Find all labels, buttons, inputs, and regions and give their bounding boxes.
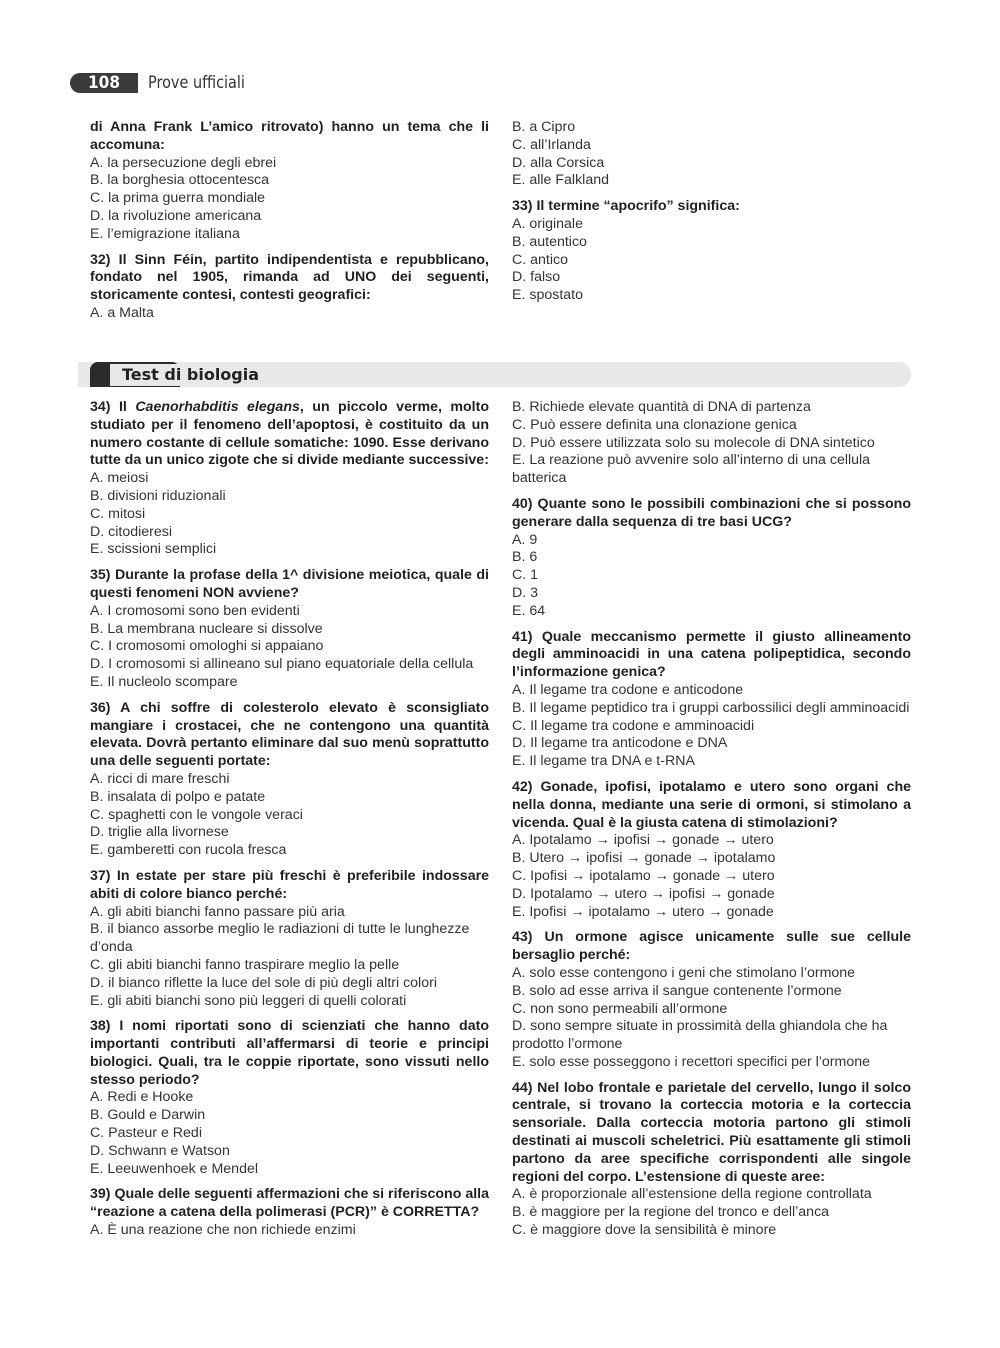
option: E. gamberetti con rucola fresca (90, 842, 287, 859)
option: D. citodieresi (90, 523, 173, 540)
question-43 (512, 929, 911, 1071)
question-text-start: 34) Il (90, 399, 136, 415)
option: E. Leeuwenhoek e Mendel (90, 1160, 259, 1177)
question-34 (90, 399, 489, 559)
page-running-title: Prove ufficiali (148, 73, 245, 93)
option: B. insalata di polpo e patate (90, 788, 266, 805)
option: A. I cromosomi sono ben evidenti (90, 602, 300, 619)
option: A. gli abiti bianchi fanno passare più aria (90, 903, 345, 920)
option: D. il bianco riflette la luce del sole di più degli altri colori (90, 974, 437, 991)
option: A. Redi e Hooke (90, 1089, 194, 1106)
biology-right-column (512, 399, 911, 1248)
question-31-continued (90, 119, 489, 244)
section-header (78, 362, 911, 387)
option: E. Il nucleolo scompare (90, 673, 238, 690)
option: A. È una reazione che non richiede enzimi (90, 1222, 356, 1239)
option: C. la prima guerra mondiale (90, 190, 266, 207)
option: D. Schwann e Watson (90, 1142, 230, 1159)
option: B. a Cipro (512, 119, 576, 135)
option: E. 64 (512, 602, 546, 619)
option: E. spostato (512, 287, 583, 304)
option: A. è proporzionale all’estensione della regione controllata (512, 1186, 872, 1203)
option: C. antico (512, 251, 568, 268)
question-text (90, 399, 489, 470)
option: D. Può essere utilizzata solo su molecole di DNA sintetico (512, 434, 875, 451)
option: B. solo ad esse arriva il sangue contenente l’ormone (512, 982, 842, 999)
option: D. Ipotalamo → utero → ipofisi → gonade (512, 885, 775, 902)
question-text: 38) I nomi riportati sono di scienziati che hanno dato importanti contributi all’affermarsi di teorie e principi biologici. Quali, tra le coppie riportate, sono vissuti nello stesso periodo? (90, 1018, 489, 1088)
question-33 (512, 198, 911, 305)
question-35 (90, 567, 489, 692)
option: C. Pasteur e Redi (90, 1125, 202, 1142)
question-text-rest: , un piccolo verme, molto studiato per il fenomeno dell’apoptosi, è costituito da un numero costante di cellule somatiche: 1090. Esse derivano tutte da un unico zigote che si divide mediante successive: (90, 399, 489, 469)
option: A. meiosi (90, 470, 149, 487)
question-text: 35) Durante la profase della 1^ divisione meiotica, quale di questi fenomeni NON avviene? (90, 567, 489, 601)
option: A. a Malta (90, 304, 154, 321)
option: B. divisioni riduzionali (90, 487, 226, 504)
question-text: 43) Un ormone agisce unicamente sulle sue cellule bersaglio perché: (512, 929, 911, 964)
option: C. è maggiore dove la sensibilità è minore (512, 1222, 777, 1239)
option: C. Il legame tra codone e amminoacidi (512, 717, 755, 734)
option: B. Richiede elevate quantità di DNA di partenza (512, 399, 811, 415)
question-32 (90, 252, 489, 323)
option: B. Gould e Darwin (90, 1107, 206, 1124)
question-text: 39) Quale delle seguenti affermazioni che si riferiscono alla “reazione a catena della polimerasi (PCR)” è CORRETTA? (90, 1186, 489, 1221)
top-left-column (90, 119, 489, 331)
option: C. non sono permeabili all’ormone (512, 1000, 728, 1017)
question-36 (90, 700, 489, 860)
question-text: 41) Quale meccanismo permette il giusto allineamento degli amminoacidi in una catena polipeptidica, secondo l’informazione genica? (512, 628, 911, 681)
option: B. il bianco assorbe meglio le radiazioni di tutte le lunghezze d’onda (90, 921, 470, 956)
option: B. la borghesia ottocentesca (90, 172, 270, 189)
option: E. l’emigrazione italiana (90, 225, 240, 242)
option: B. La membrana nucleare si dissolve (90, 620, 323, 637)
option: C. all’Irlanda (512, 136, 591, 153)
option: D. sono sempre situate in prossimità della ghiandola che ha prodotto l’ormone (512, 1018, 888, 1053)
option: D. falso (512, 269, 561, 286)
option: E. scissioni semplici (90, 541, 217, 558)
option: C. mitosi (90, 505, 146, 522)
option: D. triglie alla livornese (90, 824, 229, 841)
species-name: Caenorhabditis elegans (135, 399, 300, 415)
question-text: 44) Nel lobo frontale e parietale del cervello, lungo il solco centrale, si trovano la corteccia motoria e la corteccia sensoriale. Dalla corteccia motoria partono gli stimoli destinati ai muscoli scheletrici. Più esattamente gli stimoli partono da aree specifiche corrispondenti alle singole regioni del corpo. L’estensione di queste aree: (512, 1079, 911, 1185)
option: D. I cromosomi si allineano sul piano equatoriale della cellula (90, 656, 474, 673)
option: A. solo esse contengono i geni che stimolano l’ormone (512, 964, 856, 981)
option: C. Può essere definita una clonazione genica (512, 416, 797, 433)
option: B. autentico (512, 233, 587, 250)
option: B. 6 (512, 549, 538, 566)
question-text: 33) Il termine “apocrifo” significa: (512, 198, 740, 215)
question-text: 40) Quante sono le possibili combinazioni che si possono generare dalla sequenza di tre basi UCG? (512, 495, 911, 530)
option: D. alla Corsica (512, 154, 605, 171)
section-title: Test di biologia (110, 364, 271, 386)
option: E. solo esse posseggono i recettori specifici per l’ormone (512, 1053, 871, 1070)
option: A. Il legame tra codone e anticodone (512, 681, 744, 698)
question-37 (90, 868, 489, 1010)
option: D. Il legame tra anticodone e DNA (512, 735, 728, 752)
option: B. Il legame peptidico tra i gruppi carbossilici degli amminoacidi (512, 699, 910, 716)
top-right-column (512, 119, 911, 313)
option: A. ricci di mare freschi (90, 770, 230, 787)
question-42 (512, 779, 911, 921)
question-38 (90, 1018, 489, 1178)
question-44 (512, 1080, 911, 1240)
option: A. Ipotalamo → ipofisi → gonade → utero (512, 832, 774, 849)
option: E. Ipofisi → ipotalamo → utero → gonade (512, 903, 774, 920)
option: E. Il legame tra DNA e t-RNA (512, 753, 695, 770)
option: C. 1 (512, 567, 539, 584)
question-text: di Anna Frank L’amico ritrovato) hanno un tema che li accomuna: (90, 119, 489, 153)
option: D. 3 (512, 584, 539, 601)
option: A. 9 (512, 531, 538, 548)
option: C. gli abiti bianchi fanno traspirare meglio la pelle (90, 956, 400, 973)
question-text: 42) Gonade, ipofisi, ipotalamo e utero sono organi che nella donna, mediante una serie di ormoni, si stimolano a vicenda. Qual è la giusta catena di stimolazioni? (512, 778, 911, 831)
question-text: 37) In estate per stare più freschi è preferibile indossare abiti di colore bianco perché: (90, 867, 489, 902)
option: E. gli abiti bianchi sono più leggeri di quelli colorati (90, 992, 407, 1009)
option: C. Ipofisi → ipotalamo → gonade → utero (512, 867, 775, 884)
question-32-continued (512, 119, 911, 190)
option: B. è maggiore per la regione del tronco e dell’anca (512, 1204, 830, 1221)
page-header (70, 72, 262, 94)
option: C. spaghetti con le vongole veraci (90, 806, 303, 823)
question-41 (512, 629, 911, 771)
question-40 (512, 496, 911, 621)
question-39 (90, 1186, 489, 1239)
question-39-continued (512, 399, 911, 488)
option: E. La reazione può avvenire solo all’interno di una cellula batterica (512, 452, 871, 487)
option: D. la rivoluzione americana (90, 207, 262, 224)
biology-left-column (90, 399, 489, 1248)
page-number: 108 (70, 73, 138, 93)
option: B. Utero → ipofisi → gonade → ipotalamo (512, 850, 776, 867)
option: A. originale (512, 215, 583, 232)
question-text: 36) A chi soffre di colesterolo elevato è sconsigliato mangiare i crostacei, che ne contengono una quantità elevata. Dovrà pertanto eliminare dal suo menù soprattutto una delle seguenti portate: (90, 699, 489, 770)
option: C. I cromosomi omologhi si appaiano (90, 638, 324, 655)
option: A. la persecuzione degli ebrei (90, 154, 277, 171)
option: E. alle Falkland (512, 172, 609, 189)
question-text: 32) Il Sinn Féin, partito indipendentista e repubblicano, fondato nel 1905, rimanda ad UNO dei seguenti, storicamente contesi, contesti geografici: (90, 251, 489, 304)
